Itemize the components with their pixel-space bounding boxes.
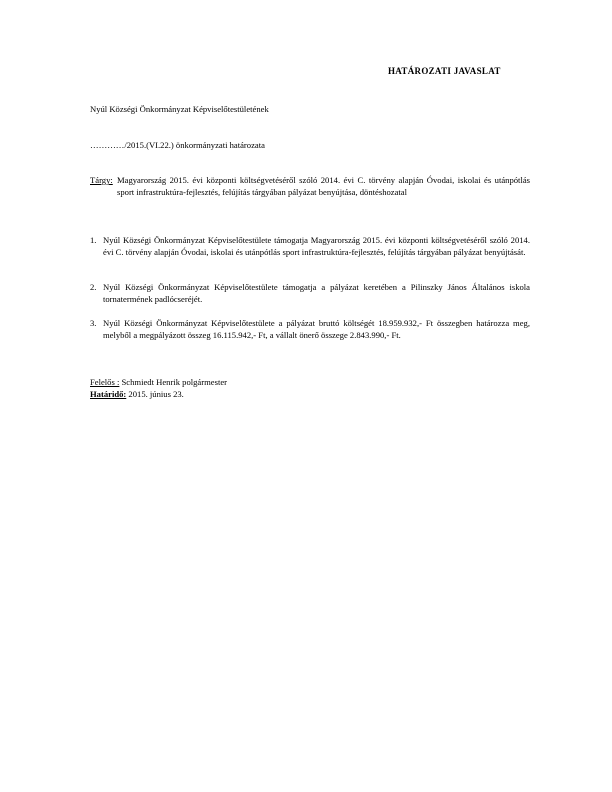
addressee: Nyúl Községi Önkormányzat Képviselőtestületének [90, 104, 269, 114]
item-number: 1. [90, 235, 97, 245]
item-text: Nyúl Községi Önkormányzat Képviselőtestülete támogatja a pályázat keretében a Pilinszky János Általános iskola tornatermének padlócseréjét. [103, 282, 530, 304]
item-text: Nyúl Községi Önkormányzat Képviselőtestülete a pályázat bruttó költségét 18.959.932,- Ft összegben határozza meg, melyből a megpályázott összeg 16.115.942,- Ft, a vállalt önerő összege 2.843.990,- Ft. [103, 318, 530, 340]
subject-text: Magyarország 2015. évi központi költségvetéséről szóló 2014. évi C. törvény alapján Óvodai, iskolai és utánpótlás sport infrastruktúra-fejlesztés, felújítás tárgyában pályázat benyújtása, döntéshozatal [117, 175, 530, 197]
responsible-value: Schmiedt Henrik polgármester [119, 377, 228, 387]
deadline-line [90, 389, 227, 401]
deadline-value: 2015. június 23. [126, 388, 184, 399]
resolution-item [90, 235, 530, 258]
item-text: Nyúl Községi Önkormányzat Képviselőtestülete támogatja Magyarország 2015. évi központi költségvetéséről szóló 2014. évi C. törvény alapján Óvodai, iskolai és utánpótlás sport infrastruktúra-fejlesztés, felújítás tárgyában pályázat benyújtását. [103, 235, 530, 257]
item-number: 3. [90, 318, 97, 328]
subject-block [90, 175, 530, 198]
resolution-item [90, 282, 530, 305]
resolution-item [90, 318, 530, 341]
responsibility-block [90, 377, 227, 400]
responsible-label: Felelős : [90, 377, 120, 387]
responsible-line [90, 377, 227, 389]
subject-label: Tárgy: [90, 175, 113, 185]
item-number: 2. [90, 282, 97, 292]
document-heading: HATÁROZATI JAVASLAT [388, 66, 501, 76]
resolution-number: …………/2015.(VI.22.) önkormányzati határozata [90, 140, 265, 150]
deadline-label: Határidő: [90, 388, 127, 399]
